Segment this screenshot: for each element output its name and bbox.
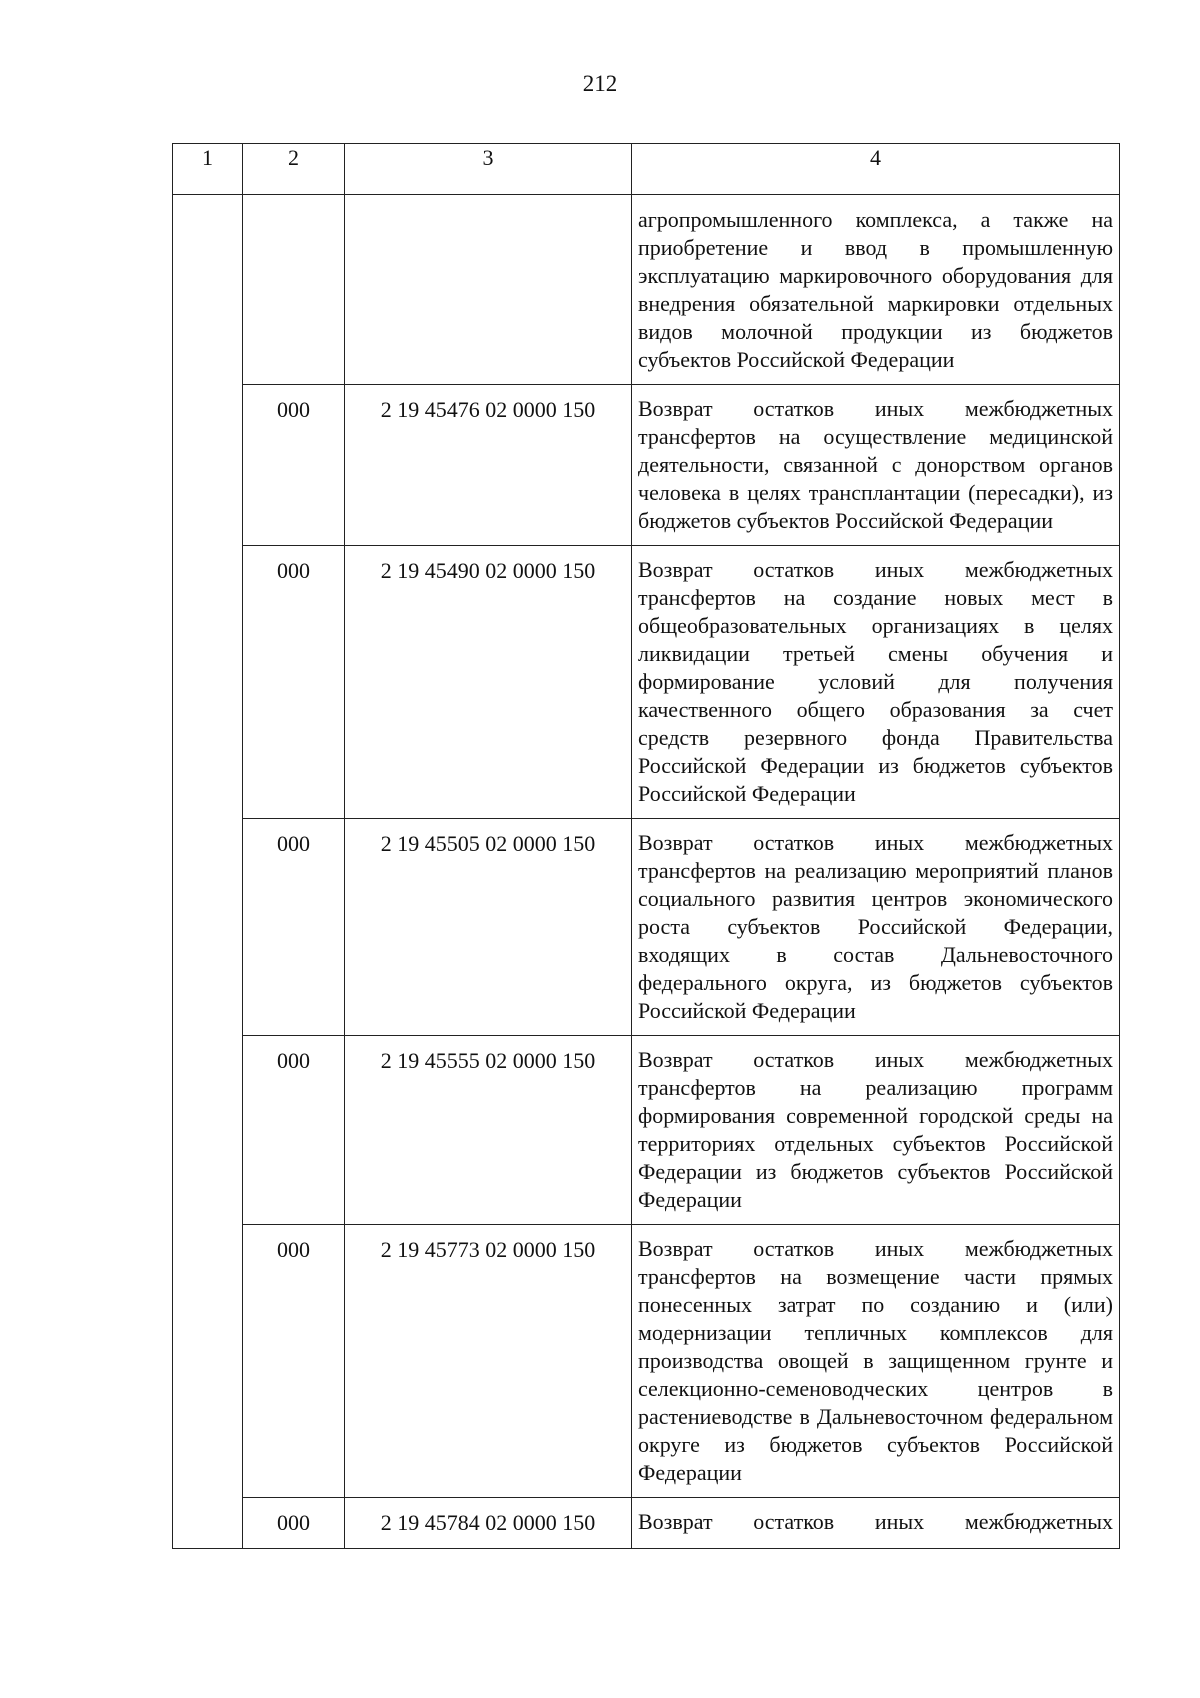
table-row xyxy=(173,1498,1120,1549)
header-col-3: 3 xyxy=(345,144,632,195)
table-row xyxy=(173,819,1120,1036)
header-col-1: 1 xyxy=(173,144,243,195)
description-cell: агропромышленного комплекса, а также на приобретение и ввод в промышленную эксплуатацию маркировочного оборудования для внедрения обязательной маркировки отдельных видов молочной продукции из бюджетов субъектов Российской Федерации xyxy=(632,195,1120,385)
kbk-cell: 2 19 45505 02 0000 150 xyxy=(345,819,632,1036)
description-cell: Возврат остатков иных межбюджетных трансфертов на реализацию программ формирования современной городской среды на территориях отдельных субъектов Российской Федерации из бюджетов субъектов Российской Федерации xyxy=(632,1036,1120,1225)
page-number: 212 xyxy=(582,71,618,96)
admin-code-cell: 000 xyxy=(243,385,345,546)
kbk-cell: 2 19 45773 02 0000 150 xyxy=(345,1225,632,1498)
column-1-cell xyxy=(173,195,243,1549)
table-row xyxy=(173,1036,1120,1225)
description-cell: Возврат остатков иных межбюджетных xyxy=(632,1498,1120,1549)
admin-code-cell: 000 xyxy=(243,1036,345,1225)
header-col-2: 2 xyxy=(243,144,345,195)
kbk-cell-empty xyxy=(345,195,632,385)
kbk-cell: 2 19 45490 02 0000 150 xyxy=(345,546,632,819)
kbk-cell: 2 19 45476 02 0000 150 xyxy=(345,385,632,546)
admin-code-cell: 000 xyxy=(243,546,345,819)
table-row xyxy=(173,546,1120,819)
table-header-row xyxy=(173,144,1120,195)
kbk-cell: 2 19 45784 02 0000 150 xyxy=(345,1498,632,1549)
admin-code-cell-empty xyxy=(243,195,345,385)
description-cell: Возврат остатков иных межбюджетных трансфертов на создание новых мест в общеобразовательных организациях в целях ликвидации третьей смены обучения и формирование условий для получения качественного общего образования за счет средств резервного фонда Правительства Российской Федерации из бюджетов субъектов Российской Федерации xyxy=(632,546,1120,819)
description-cell: Возврат остатков иных межбюджетных трансфертов на реализацию мероприятий планов социального развития центров экономического роста субъектов Российской Федерации, входящих в состав Дальневосточного федерального округа, из бюджетов субъектов Российской Федерации xyxy=(632,819,1120,1036)
kbk-cell: 2 19 45555 02 0000 150 xyxy=(345,1036,632,1225)
header-col-4: 4 xyxy=(632,144,1120,195)
table-row xyxy=(173,385,1120,546)
admin-code-cell: 000 xyxy=(243,819,345,1036)
description-cell: Возврат остатков иных межбюджетных трансфертов на осуществление медицинской деятельности, связанной с донорством органов человека в целях трансплантации (пересадки), из бюджетов субъектов Российской Федерации xyxy=(632,385,1120,546)
table-row-continuation xyxy=(173,195,1120,385)
budget-codes-table xyxy=(172,143,1120,1549)
description-cell: Возврат остатков иных межбюджетных трансфертов на возмещение части прямых понесенных затрат по созданию и (или) модернизации тепличных комплексов для производства овощей в защищенном грунте и селекционно-семеноводческих центров в растениеводстве в Дальневосточном федеральном округе из бюджетов субъектов Российской Федерации xyxy=(632,1225,1120,1498)
table-row xyxy=(173,1225,1120,1498)
admin-code-cell: 000 xyxy=(243,1498,345,1549)
admin-code-cell: 000 xyxy=(243,1225,345,1498)
